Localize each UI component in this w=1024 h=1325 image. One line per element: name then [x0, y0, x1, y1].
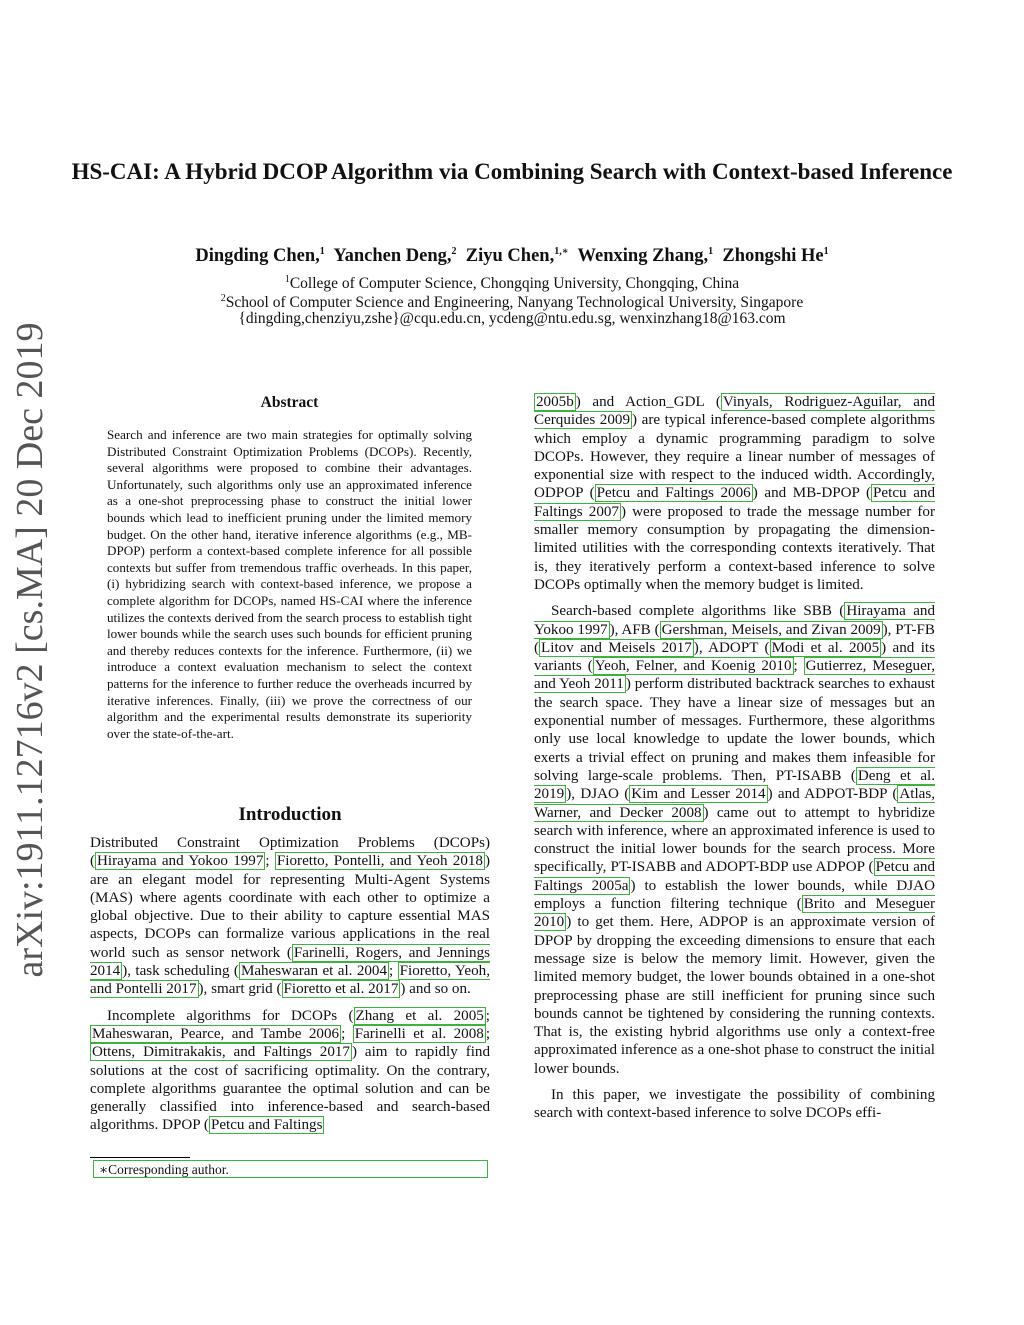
affiliation-text: College of Computer Science, Chongqing University, Chongqing, China [289, 275, 740, 293]
citation-link[interactable]: Farinelli, Rogers, and Jennings 2014 [90, 944, 491, 980]
affiliation-mark: 1 [284, 274, 290, 285]
author-emails: {dingding,chenziyu,zshe}@cqu.edu.cn, ycdeng@ntu.edu.sg, wenxinzhang18@163.com [238, 310, 786, 327]
citation-link[interactable]: Deng et al. 2019 [534, 767, 935, 803]
citation-link[interactable]: Brito and Meseguer 2010 [534, 896, 935, 931]
right-column [534, 393, 935, 1131]
author-name: Dingding Chen, [195, 246, 320, 267]
citation-link[interactable]: 2005b [536, 394, 574, 410]
footnote[interactable]: ∗Corresponding author. [93, 1160, 488, 1178]
author-affiliation-mark: 1 [708, 246, 714, 257]
citation-link[interactable]: Fioretto, Pontelli, and Yeoh 2018 [276, 853, 483, 870]
author-name: Wenxing Zhang, [577, 246, 709, 267]
author-name: Yanchen Deng, [333, 246, 452, 267]
citation-link[interactable]: Petcu and Faltings [210, 1117, 323, 1134]
citation-link[interactable]: Petcu and Faltings 2007 [534, 485, 936, 520]
author-affiliation-mark: 2 [451, 246, 457, 257]
paper-title: HS-CAI: A Hybrid DCOP Algorithm via Combining Search with Context-based Inference [71, 159, 953, 184]
citation-link[interactable]: Vinyals, Rodriguez-Aguilar, and Cerquides 2009 [534, 394, 935, 429]
affiliation-text: School of Computer Science and Engineering, Nanyang Technological University, Singapore [225, 294, 804, 312]
citation-link[interactable]: Hirayama and Yokoo 1997 [97, 853, 264, 870]
citation-link[interactable]: Hirayama and Yokoo 1997 [534, 603, 935, 638]
citation-link[interactable]: Ottens, Dimitrakakis, and Faltings 2017 [92, 1044, 350, 1061]
citation-link[interactable]: Petcu and Faltings 2005a [534, 859, 935, 894]
abstract-body: Search and inference are two main strategies for optimally solving Distributed Constraint Optimization Problems (DCOPs). Recently, several algorithms were proposed to combine their advantages. Unfortunately, such algorithms only use an approximated inference as a one-shot preprocessing phase to construct the initial lower bounds which lead to inefficient pruning under the limited memory budget. On the other hand, iterative inference algorithms (e.g., MB-DPOP) perform a context-based complete inference for all possible contexts but suffer from tremendous traffic overheads. In this paper, (i) hybridizing search with context-based inference, we propose a complete algorithm for DCOPs, named HS-CAI where the inference utilizes the contexts derived from the search process to establish tight lower bounds while the search uses such bounds for efficient pruning and thereby reduces contexts for the inference. Furthermore, (ii) we introduce a context evaluation mechanism to select the context patterns for the inference to further reduce the overheads incurred by iterative inferences. Finally, (iii) we prove the correctness of our algorithm and the experimental results demonstrate its superiority over the state-of-the-art. [107, 427, 472, 741]
citation-link[interactable]: Litov and Meisels 2017 [541, 639, 692, 656]
citation-link[interactable]: Yeoh, Felner, and Koenig 2010 [594, 658, 792, 675]
arxiv-id-text: arXiv:1911.12716v2 [cs.MA] 20 Dec 2019 [9, 322, 51, 978]
author-affiliation-mark: 1 [319, 246, 325, 257]
intro-paragraph-1: Distributed Constraint Optimization Problems (DCOPs) ( Hirayama and Yokoo 1997 ; Fioretto, Pontelli, and Yeoh 2018 ) are an elegant model for representing Multi-Agent Systems (MAS) where agents coordinate with each other to optimize a global objective. Due to their ability to capture essential MAS aspects, DCOPs can formalize various applications in the real world such as sensor network ( Farinelli, Rogers, and Jennings 2014 ), task scheduling ( Maheswaran et al. 2004 ; Fioretto, Yeoh, and Pontelli 2017 ), smart grid ( Fioretto et al. 2017 ) and so on. [90, 835, 491, 998]
citation-link[interactable]: Fioretto et al. 2017 [283, 981, 399, 998]
citation-link[interactable]: Gutierrez, Meseguer, and Yeoh 2011 [534, 658, 935, 693]
intro-paragraph-2: Incomplete algorithms for DCOPs ( Zhang et al. 2005 ; Maheswaran, Pearce, and Tambe 2006 ; Farinelli et al. 2008 ; Ottens, Dimitrakakis, and Faltings 2017 ) aim to rapidly find solutions at the cost of sacrificing optimality. On the contrary, complete algorithms guarantee the optimal solution and can be generally classified into inference-based and search-based algorithms. DPOP ( Petcu and Faltings [90, 1007, 491, 1134]
author-name: Ziyu Chen, [465, 246, 555, 267]
citation-link[interactable]: Farinelli et al. 2008 [354, 1025, 484, 1042]
author-name: Zhongshi He [722, 246, 824, 267]
introduction-heading: Introduction [238, 804, 342, 825]
footnote-rule [90, 1157, 190, 1158]
citation-link[interactable]: Petcu and Faltings 2006 [596, 485, 751, 502]
intro-paragraph-3: 2005b ) and Action_GDL ( Vinyals, Rodriguez-Aguilar, and Cerquides 2009 ) are typical inference-based complete algorithms which employ a dynamic programming paradigm to solve DCOPs. However, they require a linear number of messages of exponential size with respect to the induced width. Accordingly, ODPOP ( Petcu and Faltings 2006 ) and MB-DPOP ( Petcu and Faltings 2007 ) were proposed to trade the message number for smaller memory consumption by propagating the dimension-limited utilities with the corresponding contexts iteratively. That is, they iteratively perform a context-based inference to solve DCOPs optimally when the memory budget is limited. [534, 394, 936, 593]
intro-paragraph-4: Search-based complete algorithms like SBB ( Hirayama and Yokoo 1997 ), AFB ( Gershman, Meisels, and Zivan 2009 ), PT-FB ( Litov and Meisels 2017 ), ADOPT ( Modi et al. 2005 ) and its variants ( Yeoh, Felner, and Koenig 2010 ; Gutierrez, Meseguer, and Yeoh 2011 ) perform distributed backtrack searches to exhaust the search space. They have a linear size of messages but an exponential number of messages. Furthermore, these algorithms only use local knowledge to update the lower bounds, which exerts a trivial effect on pruning and makes them infeasible for solving large-scale problems. Then, PT-ISABB ( Deng et al. 2019 ), DJAO ( Kim and Lesser 2014 ) and ADPOT-BDP ( Atlas, Warner, and Decker 2008 ) came out to attempt to hybridize search with inference, where an approximated inference is used to construct the initial lower bounds for the search process. More specifically, PT-ISABB and ADOPT-BDP use ADPOP ( Petcu and Faltings 2005a ) to establish the lower bounds, while DJAO employs a function filtering technique ( Brito and Meseguer 2010 ) to get them. Here, ADPOP is an approximate version of DPOP by dropping the exceeding dimensions to ensure that each message size is below the memory limit. However, given the limited memory budget, the lower bounds obtained in a one-shot preprocessing phase are still inefficient for pruning since such bounds cannot be tightened by considering the running contexts. That is, the existing hybrid algorithms use only a context-free approximated inference as a one-shot phase to construct the initial lower bounds. [534, 603, 936, 1077]
citation-link[interactable]: Zhang et al. 2005 [355, 1007, 484, 1024]
citation-link[interactable]: Atlas, Warner, and Decker 2008 [534, 786, 936, 821]
author-affiliation-mark: 1 [823, 246, 829, 257]
intro-paragraph-5: In this paper, we investigate the possibility of combining search with context-based inference to solve DCOPs effi- [534, 1086, 935, 1122]
citation-link[interactable]: Maheswaran, Pearce, and Tambe 2006 [92, 1025, 340, 1042]
left-column [90, 834, 490, 1143]
citation-link[interactable]: Modi et al. 2005 [771, 639, 880, 656]
author-list [60, 246, 964, 267]
author-affiliation-mark: 1,∗ [554, 246, 569, 257]
citation-link[interactable]: Gershman, Meisels, and Zivan 2009 [661, 621, 881, 638]
affiliation-mark: 2 [220, 293, 226, 304]
citation-link[interactable]: Kim and Lesser 2014 [631, 786, 766, 803]
citation-link[interactable]: Fioretto, Yeoh, and Pontelli 2017 [90, 963, 490, 998]
abstract-heading: Abstract [260, 394, 319, 411]
citation-link[interactable]: Maheswaran et al. 2004 [240, 963, 388, 980]
